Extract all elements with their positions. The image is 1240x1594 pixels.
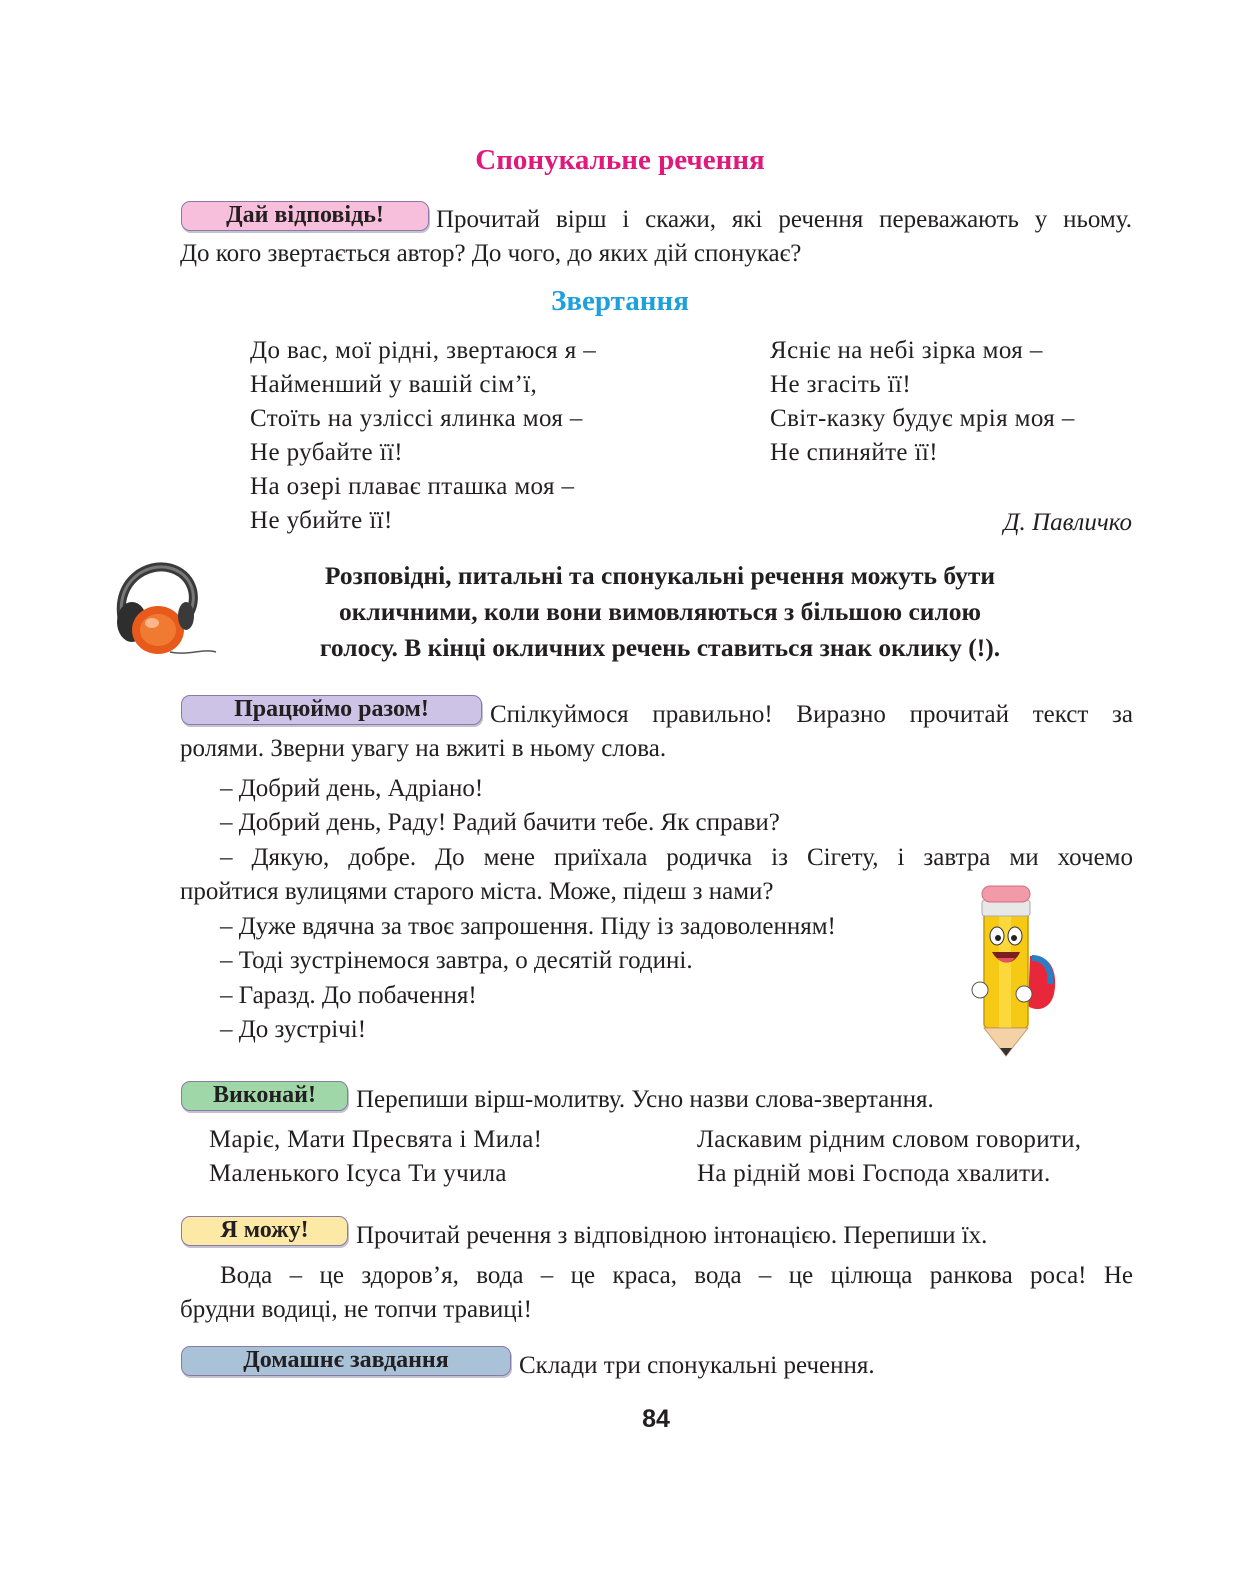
prayer-left-column — [209, 1123, 542, 1191]
poem-line: Стоїть на узліссі ялинка моя – — [250, 405, 583, 432]
task2-instruction-line1: Спілкуймося правильно! Виразно прочитай текст за — [490, 701, 1133, 728]
poem-line: Світ-казку будує мрія моя – — [770, 405, 1075, 432]
poem-line: Не рубайте її! — [250, 439, 404, 466]
dialogue-line: – Гаразд. До побачення! — [220, 982, 477, 1009]
prayer-line: Маріє, Мати Пресвята і Мила! — [209, 1126, 543, 1153]
poem-left-column — [250, 334, 596, 538]
poem-line: До вас, мої рідні, звертаюся я – — [250, 337, 597, 364]
poem-author: Д. Павличко — [1003, 509, 1132, 536]
poem-line: Не убийте її! — [250, 507, 393, 534]
prayer-line: На рідній мові Господа хвалити. — [697, 1160, 1051, 1187]
homework-instruction: Склади три спонукальні речення. — [519, 1352, 875, 1379]
task2-instruction-line2: ролями. Зверни увагу на вжиті в ньому слова. — [180, 735, 667, 762]
rule-line: Розповідні, питальні та спонукальні речення можуть бути — [324, 561, 996, 590]
work-together-label: Працюймо разом! — [181, 695, 482, 725]
headphones-icon — [108, 560, 218, 660]
poem-line: Ясніє на небі зірка моя – — [770, 337, 1043, 364]
answer-label: Дай відповідь! — [181, 201, 429, 231]
dialogue-line: – Добрий день, Адріано! — [220, 775, 484, 802]
rule-line: голосу. В кінці окличних речень ставиться знак оклику (!). — [319, 633, 1001, 662]
rule-box — [220, 558, 1100, 666]
poem-title: Звертання — [551, 285, 689, 317]
task4-sentence-line2: брудни водиці, не топчи травиці! — [180, 1296, 532, 1323]
i-can-label: Я можу! — [181, 1216, 348, 1246]
task3-instruction: Перепиши вірш-молитву. Усно назви слова-звертання. — [356, 1086, 934, 1113]
poem-line: На озері плаває пташка моя – — [250, 473, 575, 500]
page-title: Спонукальне речення — [475, 144, 765, 176]
do-it-label: Виконай! — [181, 1081, 348, 1111]
dialogue-line: – Тоді зустрінемося завтра, о десятій годині. — [220, 947, 693, 974]
poem-line: Найменший у вашій сім’ї, — [250, 371, 538, 398]
homework-label: Домашнє завдання — [181, 1346, 511, 1376]
dialogue-line: пройтися вулицями старого міста. Може, підеш з нами? — [180, 878, 774, 905]
poem-right-column — [770, 334, 1075, 470]
pencil-mascot-icon — [970, 884, 1060, 1060]
task4-instruction: Прочитай речення з відповідною інтонацією. Перепиши їх. — [356, 1222, 988, 1249]
dialogue-line: – До зустрічі! — [220, 1016, 367, 1043]
rule-line: окличними, коли вони вимовляються з більшою силою — [338, 597, 981, 626]
dialogue-line: – Добрий день, Раду! Радий бачити тебе. Як справи? — [220, 809, 780, 836]
prayer-line: Ласкавим рідним словом говорити, — [697, 1126, 1082, 1153]
task4-sentence-line1: Вода – це здоров’я, вода – це краса, вода – це цілюща ранкова роса! Не — [220, 1262, 1133, 1289]
poem-line: Не згасіть її! — [770, 371, 912, 398]
poem-line: Не спиняйте її! — [770, 439, 938, 466]
prayer-right-column — [697, 1123, 1081, 1191]
dialogue-line: – Дякую, добре. До мене приїхала родичка із Сігету, і завтра ми хочемо — [220, 844, 1133, 871]
page-number: 84 — [642, 1405, 670, 1433]
task1-instruction-line1: Прочитай вірш і скажи, які речення переважають у ньому. — [436, 206, 1132, 233]
dialogue-line: – Дуже вдячна за твоє запрошення. Піду із задоволенням! — [220, 913, 836, 940]
prayer-line: Маленького Ісуса Ти учила — [209, 1160, 507, 1187]
task1-instruction-line2: До кого звертається автор? До чого, до яких дій спонукає? — [180, 240, 802, 267]
